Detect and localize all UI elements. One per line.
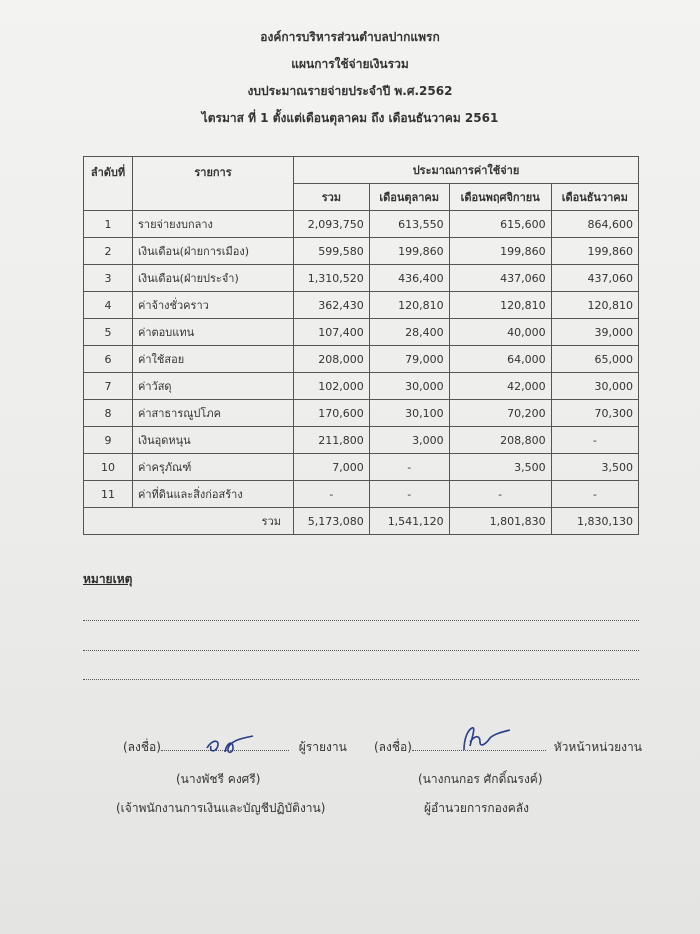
row-number: 11 [84, 481, 133, 508]
row-number: 4 [84, 292, 133, 319]
table-row [84, 427, 639, 454]
table-row [84, 481, 639, 508]
table-row [84, 373, 639, 400]
right-signature-line [374, 738, 642, 757]
table-row [84, 238, 639, 265]
table-row [84, 454, 639, 481]
table-row [84, 346, 639, 373]
right-position: ผู้อำนวยการกองคลัง [424, 801, 529, 815]
row-month3: 39,000 [551, 319, 638, 346]
sum-month2: 1,801,830 [449, 508, 551, 535]
row-total: 7,000 [294, 454, 370, 481]
row-month3: - [551, 427, 638, 454]
row-month1: 30,100 [369, 400, 449, 427]
row-total: 170,600 [294, 400, 370, 427]
row-month1: 30,000 [369, 373, 449, 400]
left-role: ผู้รายงาน [298, 740, 347, 754]
row-item: ค่าจ้างชั่วคราว [133, 292, 294, 319]
row-total: 211,800 [294, 427, 370, 454]
row-item: ค่าครุภัณฑ์ [133, 454, 294, 481]
right-role: หัวหน้าหน่วยงาน [553, 740, 642, 754]
row-total: - [294, 481, 370, 508]
row-month1: 28,400 [369, 319, 449, 346]
right-signature-mark [458, 724, 518, 758]
row-month2: 437,060 [449, 265, 551, 292]
row-total: 1,310,520 [294, 265, 370, 292]
row-month1: - [369, 481, 449, 508]
row-month3: 120,810 [551, 292, 638, 319]
col-group-header: ประมาณการค่าใช้จ่าย [294, 157, 639, 184]
row-item: เงินอุดหนุน [133, 427, 294, 454]
row-month2: 120,810 [449, 292, 551, 319]
left-sign-prefix: (ลงชื่อ) [123, 740, 161, 754]
row-number: 1 [84, 211, 133, 238]
row-month3: 437,060 [551, 265, 638, 292]
row-month1: 79,000 [369, 346, 449, 373]
right-sign-prefix: (ลงชื่อ) [374, 740, 412, 754]
row-number: 3 [84, 265, 133, 292]
col-month1-header: เดือนตุลาคม [369, 184, 449, 211]
row-month3: 864,600 [551, 211, 638, 238]
col-no-header: ลำดับที่ [84, 157, 133, 211]
sum-total: 5,173,080 [294, 508, 370, 535]
row-total: 102,000 [294, 373, 370, 400]
left-position: (เจ้าพนักงานการเงินและบัญชีปฏิบัติงาน) [116, 801, 326, 815]
row-month2: 615,600 [449, 211, 551, 238]
row-month1: 613,550 [369, 211, 449, 238]
row-month1: 199,860 [369, 238, 449, 265]
row-item: ค่าสาธารณูปโภค [133, 400, 294, 427]
table-row [84, 211, 639, 238]
col-month2-header: เดือนพฤศจิกายน [449, 184, 551, 211]
row-total: 2,093,750 [294, 211, 370, 238]
col-total-header: รวม [294, 184, 370, 211]
sum-row [84, 508, 639, 535]
row-month1: 436,400 [369, 265, 449, 292]
table-row [84, 292, 639, 319]
table-row [84, 319, 639, 346]
quarter-period: ไตรมาส ที่ 1 ตั้งแต่เดือนตุลาคม ถึง เดือนธันวาคม 2561 [201, 111, 499, 125]
row-total: 362,430 [294, 292, 370, 319]
row-month3: 65,000 [551, 346, 638, 373]
col-month3-header: เดือนธันวาคม [551, 184, 638, 211]
sum-month3: 1,830,130 [551, 508, 638, 535]
row-month1: 3,000 [369, 427, 449, 454]
table-row [84, 265, 639, 292]
row-number: 5 [84, 319, 133, 346]
row-month1: - [369, 454, 449, 481]
row-month2: 199,860 [449, 238, 551, 265]
row-item: เงินเดือน(ฝ่ายการเมือง) [133, 238, 294, 265]
note-line-1 [83, 620, 639, 621]
row-item: ค่าตอบแทน [133, 319, 294, 346]
row-month3: - [551, 481, 638, 508]
right-signature-field [412, 750, 546, 751]
document-header [0, 24, 700, 132]
row-number: 2 [84, 238, 133, 265]
row-month3: 3,500 [551, 454, 638, 481]
budget-table [83, 156, 639, 535]
row-total: 599,580 [294, 238, 370, 265]
row-month2: 64,000 [449, 346, 551, 373]
row-number: 6 [84, 346, 133, 373]
row-month2: 42,000 [449, 373, 551, 400]
note-line-2 [83, 650, 639, 651]
row-month3: 70,300 [551, 400, 638, 427]
row-number: 9 [84, 427, 133, 454]
table-row [84, 400, 639, 427]
row-month2: - [449, 481, 551, 508]
left-name: (นางพัชรี คงศรี) [176, 772, 261, 786]
budget-year: งบประมาณรายจ่ายประจำปี พ.ศ.2562 [247, 84, 453, 98]
row-item: ค่าวัสดุ [133, 373, 294, 400]
left-signature-field [161, 750, 289, 751]
doc-title: แผนการใช้จ่ายเงินรวม [291, 57, 409, 71]
note-title: หมายเหตุ [83, 572, 133, 586]
col-item-header: รายการ [133, 157, 294, 211]
left-signature-mark [203, 734, 263, 760]
org-name: องค์การบริหารส่วนตำบลปากแพรก [260, 30, 440, 44]
right-name: (นางกนกอร ศักดิ์ณรงค์) [418, 772, 543, 786]
note-line-3 [83, 679, 639, 680]
row-number: 10 [84, 454, 133, 481]
row-month2: 70,200 [449, 400, 551, 427]
row-total: 208,000 [294, 346, 370, 373]
sum-label: รวม [84, 508, 294, 535]
row-total: 107,400 [294, 319, 370, 346]
sum-month1: 1,541,120 [369, 508, 449, 535]
row-item: รายจ่ายงบกลาง [133, 211, 294, 238]
row-number: 7 [84, 373, 133, 400]
row-month1: 120,810 [369, 292, 449, 319]
row-month3: 199,860 [551, 238, 638, 265]
table-header-row [84, 157, 639, 184]
row-item: ค่าที่ดินและสิ่งก่อสร้าง [133, 481, 294, 508]
row-item: ค่าใช้สอย [133, 346, 294, 373]
row-month2: 40,000 [449, 319, 551, 346]
row-item: เงินเดือน(ฝ่ายประจำ) [133, 265, 294, 292]
row-month3: 30,000 [551, 373, 638, 400]
left-signature-line [123, 738, 347, 757]
row-number: 8 [84, 400, 133, 427]
row-month2: 208,800 [449, 427, 551, 454]
row-month2: 3,500 [449, 454, 551, 481]
